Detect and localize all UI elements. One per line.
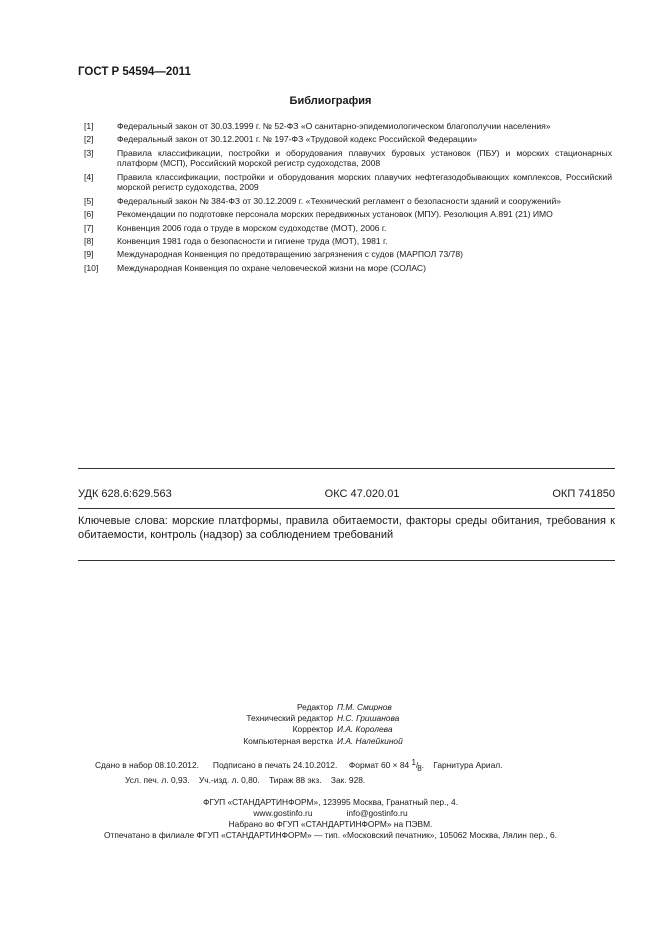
entry-text: Международная Конвенция по охране человеческой жизни на море (СОЛАС) [117, 262, 426, 273]
entry-text: Конвенция 2006 года о труде в морском судоходстве (МОТ), 2006 г. [117, 222, 387, 233]
bibliography-entry [84, 121, 612, 131]
entry-text: Международная Конвенция по предотвращению загрязнения с судов (МАРПОЛ 73/78) [117, 249, 464, 260]
credit-row [0, 713, 661, 724]
publication-row-1: Сдано в набор 08.10.2012. Подписано в печать 24.10.2012. Формат 60 × 84 1/8. Гарнитура Ариал. [95, 758, 595, 773]
credit-row [0, 724, 661, 735]
print-run: Тираж 88 экз. [269, 774, 322, 785]
credit-name: Н.С. Гришанова [337, 713, 400, 724]
credit-name: И.А. Налейкиной [337, 735, 403, 746]
keywords: Ключевые слова: морские платформы, правила обитаемости, факторы среды обитания, требования к обитаемости, контроль (надзор) за соблюдением требований [78, 515, 615, 541]
print-sheets: Усл. печ. л. 0,93. [125, 774, 190, 785]
order-number: Зак. 928. [330, 774, 366, 785]
fraction-numerator: 1 [411, 757, 416, 767]
oks-code: ОКС 47.020.01 [324, 488, 400, 500]
bibliography-entry [84, 196, 612, 206]
okp-code: ОКП 741850 [552, 488, 615, 500]
classification-codes [78, 488, 615, 500]
bibliography-entry [84, 209, 612, 219]
entry-text: Федеральный закон от 30.03.1999 г. № 52-ФЗ «О санитарно-эпидемиологическом благополучии населения» [117, 121, 551, 131]
entry-number: [3] [84, 147, 94, 158]
bibliography-list [84, 121, 612, 276]
bibliography-entry [84, 236, 612, 246]
entry-text: Правила классификации, постройки и оборудования плавучих буровых установок (ПБУ) и морских стационарных платформ (МСП), Российский морской регистр судоходства, 2008 [117, 147, 612, 169]
divider-top [78, 468, 615, 469]
fraction-denominator: 8 [417, 763, 422, 773]
typeface: Гарнитура Ариал. [433, 760, 503, 770]
credit-row [0, 702, 661, 713]
credit-role: Редактор [296, 702, 333, 712]
publication-sheets: Уч.-изд. л. 0,80. [198, 774, 260, 785]
entry-number: [10] [84, 262, 99, 273]
publisher-contacts [0, 808, 661, 819]
entry-text: Федеральный закон № 384-ФЗ от 30.12.2009 г. «Технический регламент о безопасности зданий и сооружений» [117, 195, 562, 206]
publisher-address: ФГУП «СТАНДАРТИНФОРМ», 123995 Москва, Гранатный пер., 4. [202, 797, 459, 807]
entry-number: [6] [84, 209, 94, 220]
format-fraction: 1/8 [412, 759, 422, 773]
document-code: ГОСТ Р 54594—2011 [78, 66, 191, 78]
entry-number: [5] [84, 195, 94, 206]
publication-row-2 [95, 773, 595, 787]
publisher-footer [0, 797, 661, 841]
bibliography-entry [84, 249, 612, 259]
bibliography-entry [84, 148, 612, 169]
bibliography-entry [84, 223, 612, 233]
entry-text: Федеральный закон от 30.12.2001 г. № 197-ФЗ «Трудовой кодекс Российской Федерации» [117, 134, 478, 145]
bibliography-entry [84, 134, 612, 144]
bibliography-entry [84, 172, 612, 193]
typesetting-note: Набрано во ФГУП «СТАНДАРТИНФОРМ» на ПЭВМ. [228, 819, 433, 829]
publication-info [95, 758, 595, 787]
bibliography-entry [84, 263, 612, 273]
divider-middle [78, 508, 615, 509]
entry-number: [1] [84, 121, 94, 131]
entry-number: [9] [84, 249, 94, 260]
entry-number: [8] [84, 235, 94, 246]
paper-format: Формат 60 × 84 [348, 760, 410, 770]
bibliography-title: Библиография [289, 95, 372, 107]
signed-date: Подписано в печать 24.10.2012. [212, 760, 338, 770]
editorial-credits [0, 702, 661, 747]
credit-role: Корректор [292, 724, 333, 735]
credit-name: И.А. Королева [337, 724, 393, 735]
credit-row [0, 736, 661, 747]
entry-number: [7] [84, 222, 94, 233]
credit-name: П.М. Смирнов [337, 702, 392, 712]
entry-text: Конвенция 1981 года о безопасности и гигиене труда (МОТ), 1981 г. [117, 235, 388, 246]
entry-number: [4] [84, 171, 94, 182]
credit-role: Технический редактор [246, 713, 333, 724]
printing-note: Отпечатано в филиале ФГУП «СТАНДАРТИНФОРМ» — тип. «Московский печатник», 105062 Москва, Лялин пер., 6. [103, 830, 558, 840]
entry-number: [2] [84, 134, 94, 145]
udk-code: УДК 628.6:629.563 [78, 488, 172, 500]
publisher-website[interactable]: www.gostinfo.ru [253, 808, 313, 818]
credit-role: Компьютерная верстка [243, 735, 333, 746]
publisher-email[interactable]: info@gostinfo.ru [346, 808, 408, 818]
entry-text: Рекомендации по подготовке персонала морских передвижных установок (МПУ). Резолюция A.891 (21) ИМО [117, 209, 553, 220]
divider-bottom [78, 560, 615, 561]
entry-text: Правила классификации, постройки и оборудования морских плавучих нефтегазодобывающих комплексов, Российский морской регистр судоходства, 2009 [117, 171, 612, 193]
submitted-date: Сдано в набор 08.10.2012. [95, 760, 199, 770]
